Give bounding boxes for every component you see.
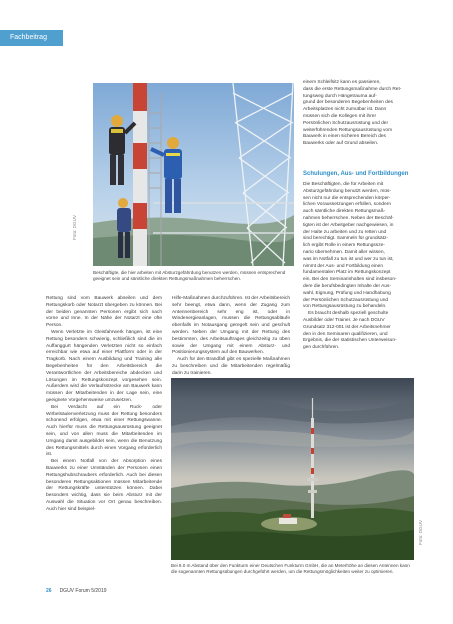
left-paragraph: Wenn Verletzte im Gleisfahrwerk hängen, ist eine Rettung besonders schwierig, schließlich sind die im Auffanggurt hängenden Verletzten nicht so einfach erreichbar wie etwa auf einer Plattform oder in der Tragkorb. Nach einem Ausbildung und Training alle Begebenheiten für den Arbeitsbereich die Verantwortlichen der Arbeitsbereiche abdecken und Lösungen im Rettungskonzept vorgesehen sein. Außerdem wird die Verlaufsstrecke am Bauwerk kann müssen der Mitarbeitenden in der Lage sein, eine geeignete Vorgehensweise umzusetzen. — [46, 329, 162, 403]
left-paragraph: Rettung sind vom Bauwerk abseilen und dem Rettungskorb oder Notarzt übergeben zu können. Bei der beiden genannten Personen ergibt sich nach vorne und Inne. In der Nähe der Notarzt eine ofte Person. — [46, 296, 162, 329]
bottom-photo-credit: Foto: DGUV — [418, 519, 423, 545]
body-line: lich ergibt Rolle in einem Rettungssze- — [303, 243, 385, 249]
intro-line: weiterführenden Rettungsausrüstung vom — [303, 127, 393, 133]
intro-line: Bauwerk in einen sicheren Bereich des — [303, 134, 386, 140]
body-line: lichen Voraussetzungen erfüllen, sondern — [303, 202, 392, 208]
body-line: von Rettungsausrüstung zu behandeln. — [303, 304, 387, 310]
body-line: Absturzgefährdung benutzt werden, müs- — [303, 188, 391, 194]
body-line: Grundsatz 312-001 ist der Arbeitsnehmer — [303, 324, 391, 330]
section-tab: Fachbeitrag — [0, 30, 63, 46]
body-line: Die Beschäftigten, die für Arbeiten mit — [303, 182, 384, 187]
bottom-photo-caption: Bei 8.0 m Abstand über den Funkturm einer Deutschen Funkturm GmbH, die an Meterhöhe an diesen Antennen kann die sogenannten Rettungsübungen durchgeführt werden, um die Rettungsmöglichkeiten weiter zu optimieren. — [171, 563, 410, 575]
journal-name: DGUV Forum 5/2019 — [59, 588, 107, 594]
body-line: sind berechtigt. Sammeln für grundsätz- — [303, 236, 389, 242]
body-line: den in den Seminaren qualifizieren, und — [303, 331, 388, 337]
left-column — [46, 296, 162, 514]
right-column-body — [303, 182, 411, 352]
body-line: Ergebnis, die der statistischen Unterweisun- — [303, 338, 397, 344]
body-line: sen nicht nur die entsprechenden körper- — [303, 195, 391, 201]
page-number: 26 — [46, 588, 52, 594]
body-line: gen durchführen. — [303, 345, 340, 351]
bottom-photo — [171, 378, 414, 560]
top-photo-caption: Beschäftigte, die hier arbeiten mit Absturzgefährdung benutzen werden, müssen entsprechend geeignet sein und sämtliche direkten Rettungsmaßnahmen beherrschen. — [93, 270, 286, 282]
middle-paragraph: Hilfe-Maßnahmen durchzuführen. Ist der Arbeitsbereich sehr beengt, etwa dann, wenn der Zugang zum Antennenbereich sehr eng ist, oder in Windenergieanlagen, mussen die Rettungsabläufe ebenfalls im Notausgang geregelt sein und geschult werden. Neben der Umgang mit der Rettung des bestimmten, des Arbeitsauftrages gleichzeitig zu üben sowie der Umgang mit einem Absturz- und Positionierungssystem auf den Bauwerken. — [172, 296, 290, 356]
body-line: tigten ist der Arbeitgeber nachgewiesen, in — [303, 222, 394, 228]
intro-line: Arbeitsplatzes nicht zumutbar ist. Dann — [303, 107, 387, 113]
body-line: nahmen beherrschen. Neben der Beschäf- — [303, 215, 394, 221]
body-line: nario übernehmen. Damit aller wissen, — [303, 249, 385, 255]
right-column-intro — [303, 80, 411, 148]
body-line: der Halte zu arbeiten und zu retten und — [303, 229, 387, 235]
intro-line: dass die erste Rettungsmaßnahme durch Ret- — [303, 86, 402, 92]
top-photo-credit: Foto: DGUV — [72, 214, 77, 240]
middle-paragraph: Auch für den Brandfall gibt es spezielle Maßnahmen zu beschreiben und die Mitarbeitenden regelmäßig darin zu trainieren. — [172, 357, 290, 376]
body-line: dere die berufsbedingten Inhalte der Aus- — [303, 283, 392, 289]
body-line: auch sämtliche direkten Rettungsmaß- — [303, 209, 386, 215]
page-footer — [46, 588, 107, 594]
body-line: nimmt der Aus- und Fortbildung einen — [303, 263, 383, 269]
body-line: was im Notfall zu tun ist und wer zu tun ist, — [303, 256, 394, 262]
body-line: der Persönlichen Schutzausrüstung und — [303, 297, 389, 303]
body-line: ein. Bei den Seminarinhalten sind insbeson- — [303, 277, 397, 283]
left-paragraph: Bei Verdacht auf ein Ruck- oder Wirbelsäulenverletzung muss der Rettung besonders schonend erfolgen, etwa mit einer Rettungswanne. Auch hierfür muss die Rettungsausrüstung geeignet sein, und von allen muss die Mitarbeitenden im Umgang damit ausgebildet sein, wenn die Benutzung des Rettungsmittels durch einen Vorgang erforderlich ist. — [46, 404, 162, 458]
intro-line: Persönlichen Schutzausrüstung und der — [303, 120, 389, 126]
intro-line: müssen sich die Kollegen mit ihrer — [303, 113, 377, 119]
intro-line: grund der besonderen Begebenheiten des — [303, 100, 393, 106]
body-line: Es braucht deshalb speziell geschulte — [308, 311, 389, 317]
body-line: wahl, Eignung, Prüfung und Handhabung — [303, 290, 391, 296]
intro-line: tungsweg durch Hängetrauma auf- — [303, 93, 377, 99]
section-heading: Schulungen, Aus- und Fortbildungen — [303, 171, 409, 177]
left-paragraph: Bei einem Notfall von der Absorption eines Bauwerks zu einer Umständen der Personen einen Rettungshubschraubers erforderlich. Auch bei diesen besonderen Rettungsaktionen müssen Mitarbeitende der Rettungskräfte unterstützen können. Dabei besonders wichtig, dass sie beim Absturz mit der Auswahl die Situation vor Ort genau beschreiben. Auch hier sind beispiel- — [46, 459, 162, 512]
body-line: fundamentalen Platz im Rettungskonzept — [303, 270, 391, 276]
top-photo — [93, 83, 294, 266]
middle-column — [172, 296, 290, 378]
intro-line: einem Schleifsitz kann es passieren, — [303, 80, 381, 85]
intro-line: Bauwerks oder auf Grund abseilen. — [303, 141, 379, 147]
body-line: Ausbilder oder Trainer. Je nach DGUV — [303, 317, 385, 323]
